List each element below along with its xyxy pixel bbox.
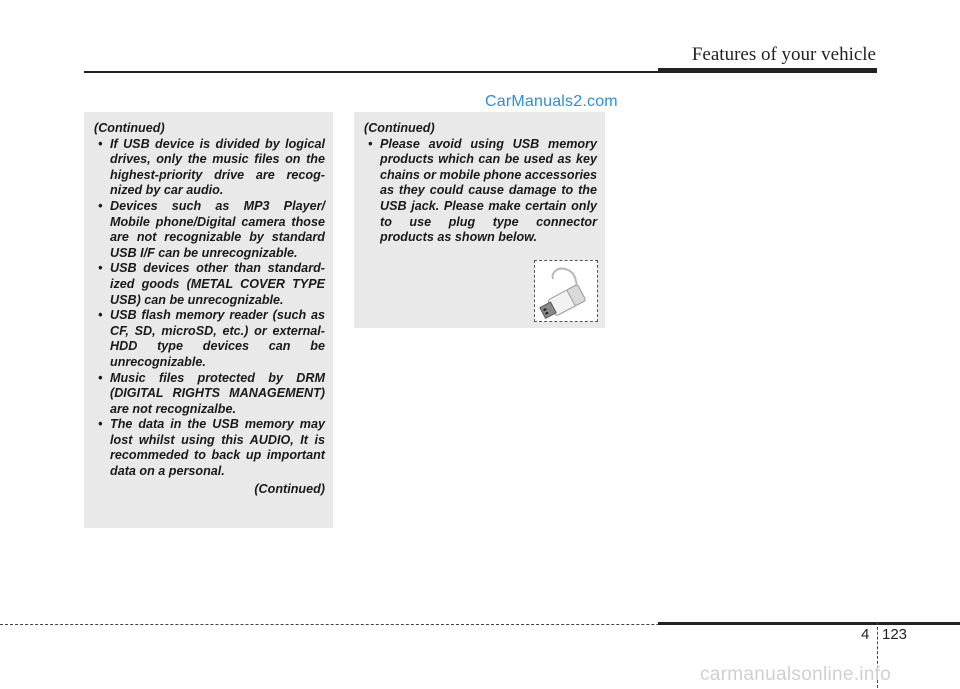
left-bullet-list	[94, 137, 325, 480]
footer-watermark[interactable]: carmanualsonline.info	[700, 664, 892, 685]
list-item: • If USB device is divided by logical drives, only the music files on the highest-priority drive are recognized by car audio.	[94, 137, 325, 199]
list-item: • Music files protected by DRM (DIGITAL RIGHTS MANAGEMENT) are not recognizalbe.	[94, 371, 325, 418]
list-item: • Devices such as MP3 Player/ Mobile phone/Digital camera those are not recognizable by standard USB I/F can be unrecognizable.	[94, 199, 325, 261]
right-info-panel	[354, 112, 605, 328]
continued-label-top: (Continued)	[364, 121, 435, 135]
header-title: Features of your vehicle	[691, 44, 876, 65]
left-info-panel	[84, 112, 333, 528]
usb-flash-drive-icon	[534, 260, 598, 322]
usb-flash-drive-icon	[535, 261, 597, 321]
list-item: • USB devices other than standardized goods (METAL COVER TYPE USB) can be unrecognizable.	[94, 261, 325, 308]
page-number: 123	[882, 626, 908, 643]
list-item: • The data in the USB memory may lost whilst using this AUDIO, It is recommeded to back up important data on a personal.	[94, 417, 325, 479]
header-rule-accent	[658, 68, 877, 73]
right-bullet-list	[364, 137, 597, 246]
list-item: • Please avoid using USB memory products which can be used as key chains or mobile phone accessories as they could cause damage to the USB jack. Please make certain only to use plug type connector products as shown below.	[364, 137, 597, 246]
footer-rule-accent	[658, 622, 960, 625]
list-item: • USB flash memory reader (such as CF, SD, microSD, etc.) or external-HDD type devices can be unrecognizable.	[94, 308, 325, 370]
continued-label-bottom: (Continued)	[254, 481, 325, 496]
site-watermark[interactable]: CarManuals2.com	[485, 93, 618, 110]
section-number: 4	[861, 626, 870, 643]
continued-label-top: (Continued)	[94, 121, 165, 135]
